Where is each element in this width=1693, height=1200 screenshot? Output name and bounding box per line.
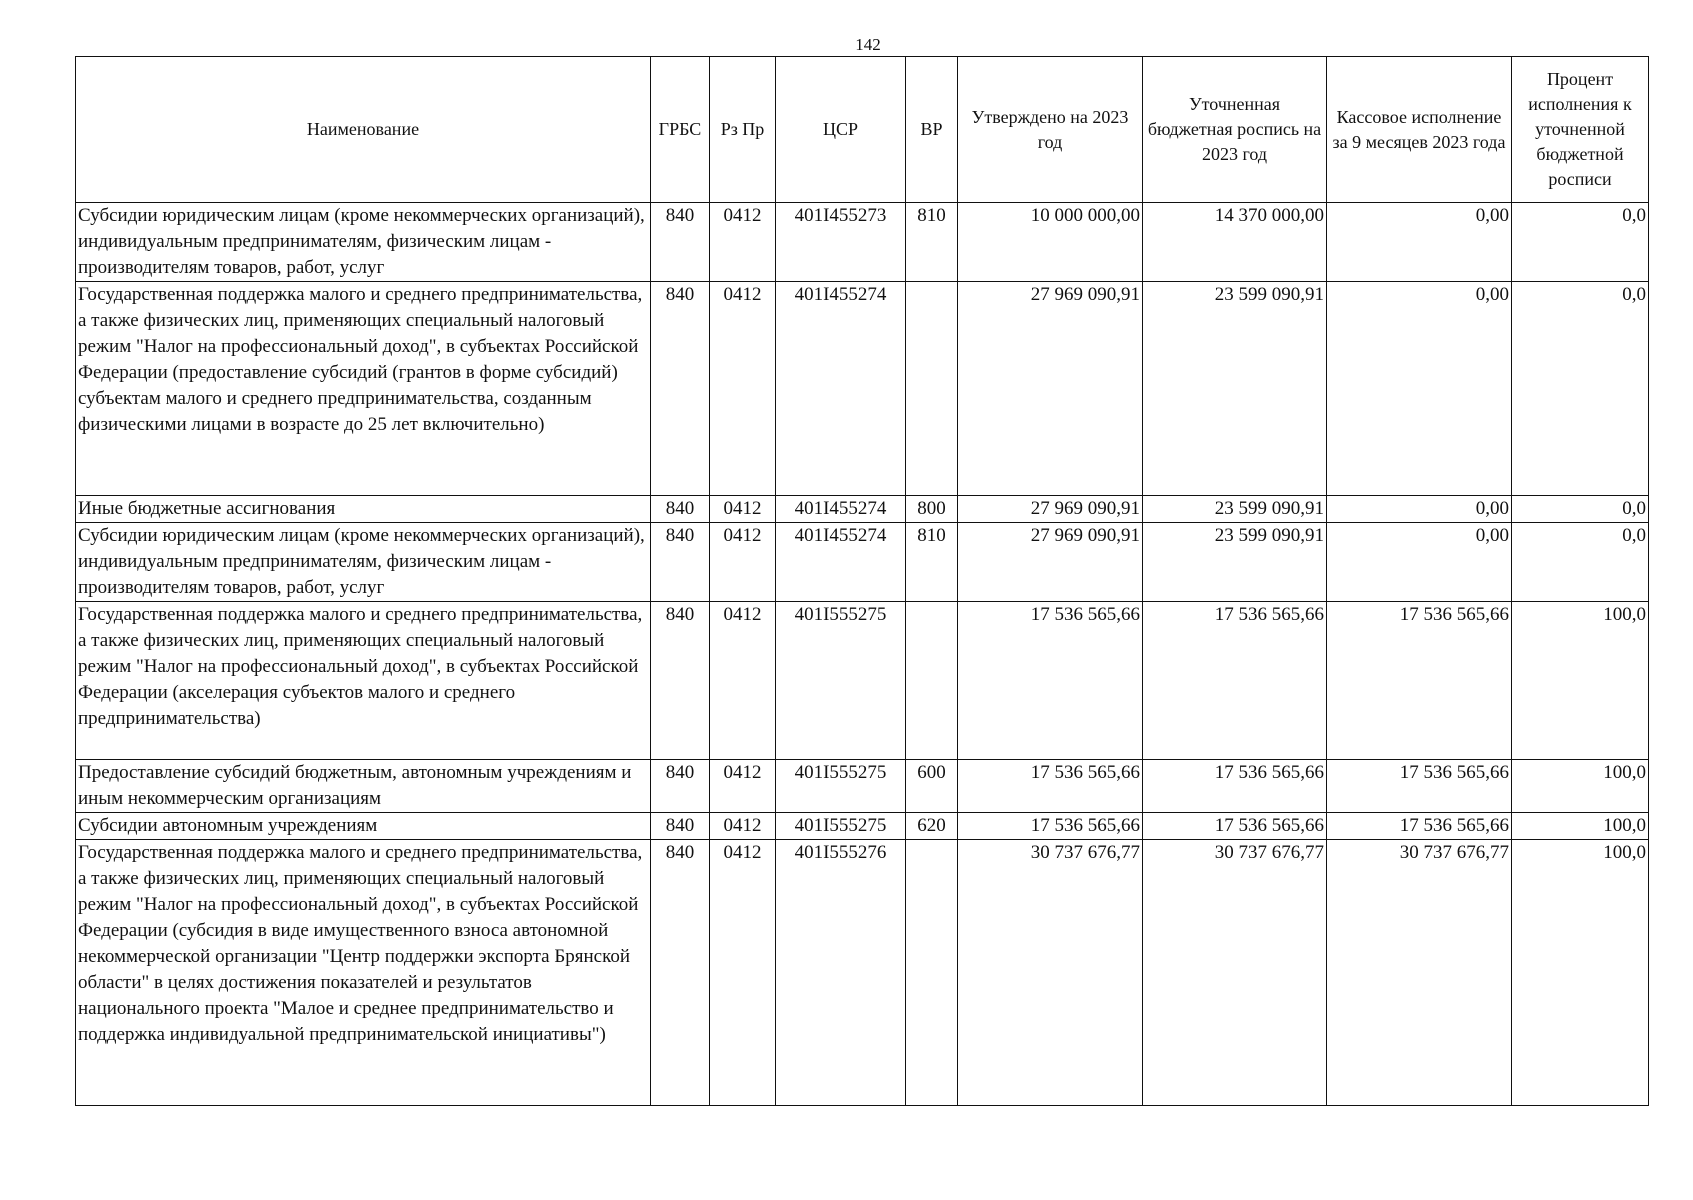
header-approved: Утверждено на 2023 год <box>958 57 1143 203</box>
cell-name: Государственная поддержка малого и среднего предпринимательства, а также физических лиц, применяющих специальный налоговый режим "Налог на профессиональный доход", в субъектах Российской Федерации (предоставление субсидий (грантов в форме субсидий) субъектам малого и среднего предпринимательства, созданным физическими лицами в возрасте до 25 лет включительно) <box>76 282 651 496</box>
cell-rzpr: 0412 <box>710 840 776 1106</box>
cell-grbs: 840 <box>651 282 710 496</box>
cell-revised: 17 536 565,66 <box>1143 760 1327 813</box>
cell-grbs: 840 <box>651 602 710 760</box>
cell-grbs: 840 <box>651 813 710 840</box>
cell-revised: 30 737 676,77 <box>1143 840 1327 1106</box>
cell-executed: 0,00 <box>1327 282 1512 496</box>
cell-csr: 401I455274 <box>776 282 906 496</box>
cell-approved: 27 969 090,91 <box>958 496 1143 523</box>
cell-csr: 401I555275 <box>776 760 906 813</box>
cell-executed: 0,00 <box>1327 496 1512 523</box>
header-grbs: ГРБС <box>651 57 710 203</box>
table-header-row <box>76 57 1649 203</box>
cell-percent: 0,0 <box>1512 496 1649 523</box>
cell-rzpr: 0412 <box>710 760 776 813</box>
cell-csr: 401I555275 <box>776 602 906 760</box>
table-row <box>76 523 1649 602</box>
cell-name: Иные бюджетные ассигнования <box>76 496 651 523</box>
cell-name: Субсидии юридическим лицам (кроме некоммерческих организаций), индивидуальным предпринимателям, физическим лицам - производителям товаров, работ, услуг <box>76 523 651 602</box>
cell-grbs: 840 <box>651 523 710 602</box>
header-revised: Уточненная бюджетная роспись на 2023 год <box>1143 57 1327 203</box>
cell-rzpr: 0412 <box>710 813 776 840</box>
cell-csr: 401I455273 <box>776 203 906 282</box>
cell-grbs: 840 <box>651 203 710 282</box>
page-number: 142 <box>855 35 881 54</box>
cell-rzpr: 0412 <box>710 203 776 282</box>
table-row <box>76 496 1649 523</box>
cell-name: Субсидии юридическим лицам (кроме некоммерческих организаций), индивидуальным предпринимателям, физическим лицам - производителям товаров, работ, услуг <box>76 203 651 282</box>
cell-executed: 0,00 <box>1327 523 1512 602</box>
cell-revised: 14 370 000,00 <box>1143 203 1327 282</box>
cell-executed: 30 737 676,77 <box>1327 840 1512 1106</box>
cell-executed: 17 536 565,66 <box>1327 760 1512 813</box>
cell-name: Государственная поддержка малого и среднего предпринимательства, а также физических лиц, применяющих специальный налоговый режим "Налог на профессиональный доход", в субъектах Российской Федерации (акселерация субъектов малого и среднего предпринимательства) <box>76 602 651 760</box>
cell-vr <box>906 282 958 496</box>
cell-rzpr: 0412 <box>710 602 776 760</box>
cell-grbs: 840 <box>651 840 710 1106</box>
cell-approved: 30 737 676,77 <box>958 840 1143 1106</box>
cell-revised: 23 599 090,91 <box>1143 496 1327 523</box>
cell-revised: 17 536 565,66 <box>1143 602 1327 760</box>
cell-name: Субсидии автономным учреждениям <box>76 813 651 840</box>
cell-approved: 17 536 565,66 <box>958 813 1143 840</box>
cell-rzpr: 0412 <box>710 282 776 496</box>
table-row <box>76 602 1649 760</box>
cell-percent: 0,0 <box>1512 282 1649 496</box>
budget-table <box>75 56 1649 1106</box>
cell-percent: 0,0 <box>1512 203 1649 282</box>
cell-approved: 27 969 090,91 <box>958 523 1143 602</box>
cell-revised: 23 599 090,91 <box>1143 282 1327 496</box>
table-row <box>76 203 1649 282</box>
header-vr: ВР <box>906 57 958 203</box>
table-row <box>76 760 1649 813</box>
cell-vr: 810 <box>906 203 958 282</box>
table-row <box>76 813 1649 840</box>
cell-vr: 800 <box>906 496 958 523</box>
header-name: Наименование <box>76 57 651 203</box>
cell-percent: 100,0 <box>1512 760 1649 813</box>
cell-percent: 0,0 <box>1512 523 1649 602</box>
header-csr: ЦСР <box>776 57 906 203</box>
header-percent: Процент исполнения к уточненной бюджетной росписи <box>1512 57 1649 203</box>
cell-percent: 100,0 <box>1512 840 1649 1106</box>
cell-csr: 401I555275 <box>776 813 906 840</box>
cell-name: Предоставление субсидий бюджетным, автономным учреждениям и иным некоммерческим организациям <box>76 760 651 813</box>
cell-approved: 17 536 565,66 <box>958 760 1143 813</box>
cell-approved: 10 000 000,00 <box>958 203 1143 282</box>
cell-name: Государственная поддержка малого и среднего предпринимательства, а также физических лиц, применяющих специальный налоговый режим "Налог на профессиональный доход", в субъектах Российской Федерации (субсидия в виде имущественного взноса автономной некоммерческой организации "Центр поддержки экспорта Брянской области" в целях достижения показателей и результатов национального проекта "Малое и среднее предпринимательство и поддержка индивидуальной предпринимательской инициативы") <box>76 840 651 1106</box>
cell-grbs: 840 <box>651 760 710 813</box>
cell-revised: 17 536 565,66 <box>1143 813 1327 840</box>
cell-executed: 17 536 565,66 <box>1327 602 1512 760</box>
cell-vr: 810 <box>906 523 958 602</box>
cell-executed: 17 536 565,66 <box>1327 813 1512 840</box>
cell-revised: 23 599 090,91 <box>1143 523 1327 602</box>
cell-vr: 620 <box>906 813 958 840</box>
cell-rzpr: 0412 <box>710 523 776 602</box>
header-rzpr: Рз Пр <box>710 57 776 203</box>
cell-approved: 17 536 565,66 <box>958 602 1143 760</box>
cell-csr: 401I555276 <box>776 840 906 1106</box>
cell-percent: 100,0 <box>1512 813 1649 840</box>
cell-grbs: 840 <box>651 496 710 523</box>
cell-vr <box>906 602 958 760</box>
cell-vr: 600 <box>906 760 958 813</box>
header-executed: Кассовое исполнение за 9 месяцев 2023 года <box>1327 57 1512 203</box>
cell-csr: 401I455274 <box>776 496 906 523</box>
table-row <box>76 282 1649 496</box>
cell-rzpr: 0412 <box>710 496 776 523</box>
cell-vr <box>906 840 958 1106</box>
cell-approved: 27 969 090,91 <box>958 282 1143 496</box>
cell-percent: 100,0 <box>1512 602 1649 760</box>
cell-executed: 0,00 <box>1327 203 1512 282</box>
cell-csr: 401I455274 <box>776 523 906 602</box>
table-row <box>76 840 1649 1106</box>
